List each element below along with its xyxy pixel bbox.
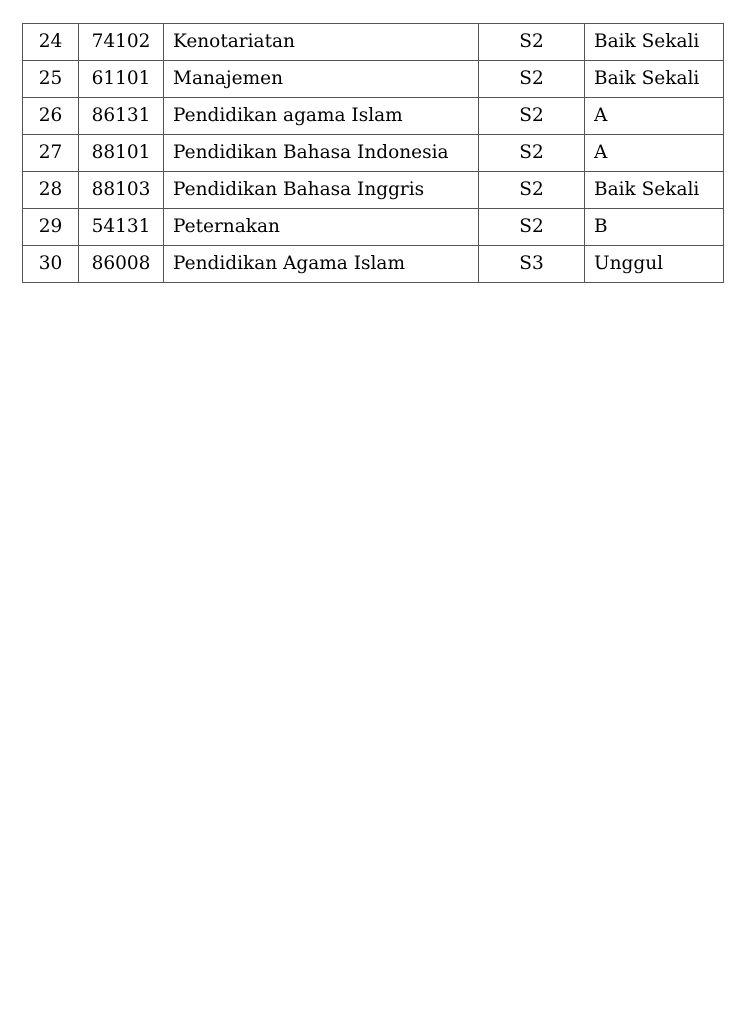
program-level: S2 — [479, 24, 585, 61]
program-name: Pendidikan Bahasa Indonesia — [164, 135, 479, 172]
table-row — [23, 209, 724, 246]
row-number: 30 — [23, 246, 79, 283]
accreditation: Unggul — [585, 246, 724, 283]
table-body — [23, 24, 724, 283]
row-number: 29 — [23, 209, 79, 246]
program-level: S2 — [479, 98, 585, 135]
program-name: Pendidikan Agama Islam — [164, 246, 479, 283]
table-row — [23, 61, 724, 98]
accreditation: Baik Sekali — [585, 61, 724, 98]
program-code: 88101 — [79, 135, 164, 172]
program-name: Pendidikan Bahasa Inggris — [164, 172, 479, 209]
program-level: S3 — [479, 246, 585, 283]
accreditation: Baik Sekali — [585, 172, 724, 209]
table-row — [23, 98, 724, 135]
program-code: 61101 — [79, 61, 164, 98]
program-code: 74102 — [79, 24, 164, 61]
program-level: S2 — [479, 209, 585, 246]
program-level: S2 — [479, 172, 585, 209]
program-name: Peternakan — [164, 209, 479, 246]
table-row — [23, 172, 724, 209]
program-name: Pendidikan agama Islam — [164, 98, 479, 135]
program-level: S2 — [479, 61, 585, 98]
accreditation: A — [585, 135, 724, 172]
accreditation: B — [585, 209, 724, 246]
row-number: 25 — [23, 61, 79, 98]
program-code: 86008 — [79, 246, 164, 283]
accreditation: A — [585, 98, 724, 135]
accreditation: Baik Sekali — [585, 24, 724, 61]
program-code: 86131 — [79, 98, 164, 135]
program-accreditation-table — [22, 23, 724, 283]
row-number: 28 — [23, 172, 79, 209]
program-code: 88103 — [79, 172, 164, 209]
table-row — [23, 246, 724, 283]
row-number: 26 — [23, 98, 79, 135]
program-name: Manajemen — [164, 61, 479, 98]
row-number: 27 — [23, 135, 79, 172]
row-number: 24 — [23, 24, 79, 61]
table-row — [23, 135, 724, 172]
program-name: Kenotariatan — [164, 24, 479, 61]
program-code: 54131 — [79, 209, 164, 246]
table-row — [23, 24, 724, 61]
program-level: S2 — [479, 135, 585, 172]
